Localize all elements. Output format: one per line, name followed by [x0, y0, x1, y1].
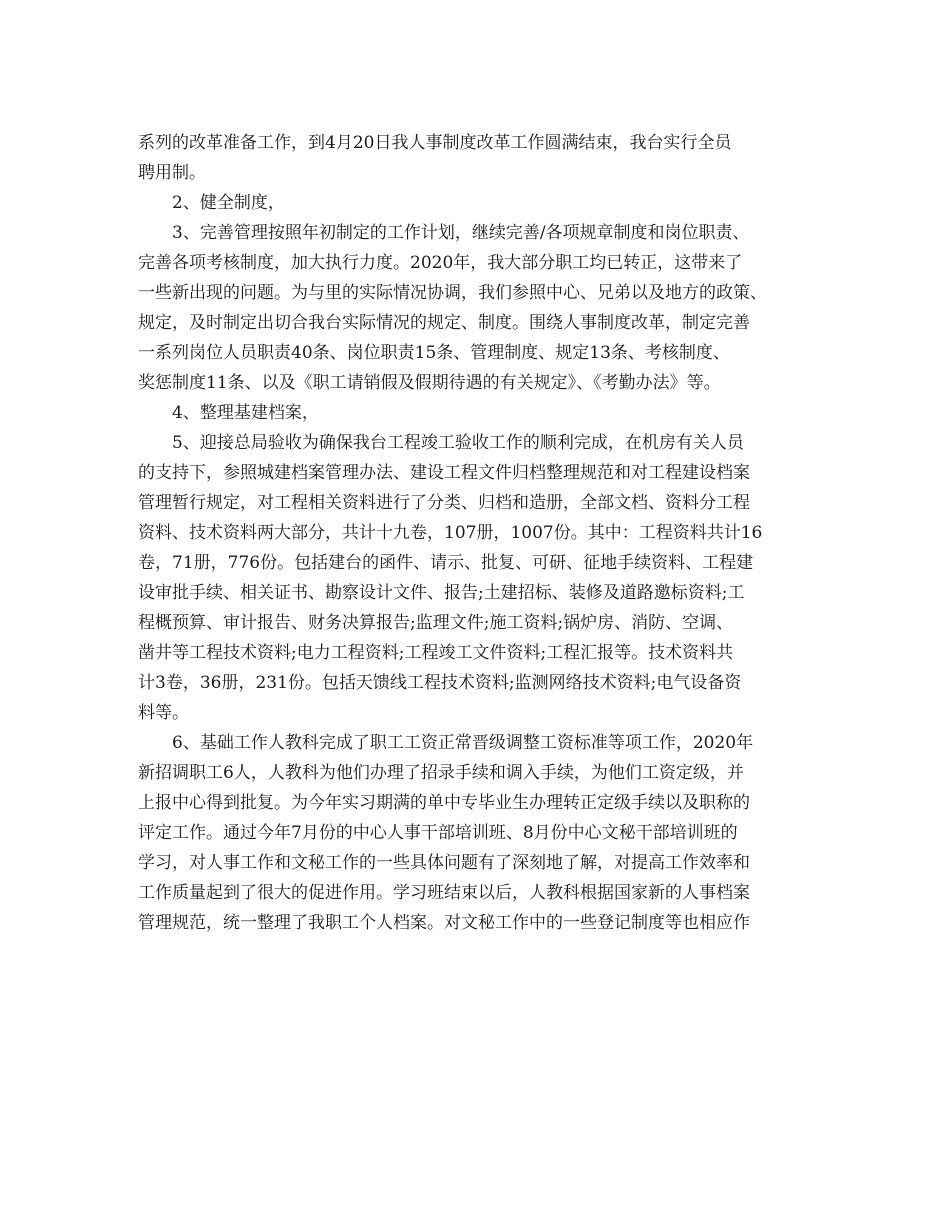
- text-line: 规定，及时制定出切合我台实际情况的规定、制度。围绕人事制度改革，制定完善: [138, 313, 750, 333]
- document-body: [138, 128, 818, 938]
- text-line: 2、健全制度，: [172, 193, 285, 213]
- text-line: 6、基础工作人教科完成了职工工资正常晋级调整工资标准等项工作，2020年: [172, 733, 754, 753]
- text-line: 一些新出现的问题。为与里的实际情况协调，我们参照中心、兄弟以及地方的政策、: [138, 283, 767, 303]
- text-line: 上报中心得到批复。为今年实习期满的单中专毕业生办理转正定级手续以及职称的: [138, 793, 750, 813]
- text-line: 卷，71册，776份。包括建台的函件、请示、批复、可研、征地手续资料、工程建: [138, 553, 754, 573]
- text-line: 设审批手续、相关证书、勘察设计文件、报告;土建招标、装修及道路邀标资料;工: [138, 583, 745, 603]
- text-line: 一系列岗位人员职责40条、岗位职责15条、管理制度、规定13条、考核制度、: [138, 343, 730, 363]
- text-line: 管理规范，统一整理了我职工个人档案。对文秘工作中的一些登记制度等也相应作: [138, 913, 750, 933]
- text-line: 计3卷，36册，231份。包括天馈线工程技术资料;监测网络技术资料;电气设备资: [138, 673, 742, 693]
- text-line: 凿井等工程技术资料;电力工程资料;工程竣工文件资料;工程汇报等。技术资料共: [138, 643, 734, 663]
- text-line: 3、完善管理按照年初制定的工作计划，继续完善/各项规章制度和岗位职责、: [172, 223, 750, 243]
- text-line: 奖惩制度11条、以及《职工请销假及假期待遇的有关规定》、《考勤办法》等。: [138, 373, 721, 393]
- text-line: 4、整理基建档案，: [172, 403, 319, 423]
- text-line: 工作质量起到了很大的促进作用。学习班结束以后，人教科根据国家新的人事档案: [138, 883, 750, 903]
- text-line: 料等。: [138, 703, 189, 723]
- text-line: 新招调职工6人，人教科为他们办理了招录手续和调入手续，为他们工资定级，并: [138, 763, 744, 783]
- text-line: 资料、技术资料两大部分，共计十九卷，107册，1007份。其中：工程资料共计16: [138, 523, 763, 543]
- text-line: 系列的改革准备工作，到4月20日我人事制度改革工作圆满结束，我台实行全员: [138, 133, 732, 153]
- text-line: 学习，对人事工作和文秘工作的一些具体问题有了深刻地了解，对提高工作效率和: [138, 853, 750, 873]
- text-line: 程概预算、审计报告、财务决算报告;监理文件;施工资料;锅炉房、消防、空调、: [138, 613, 734, 633]
- text-line: 完善各项考核制度，加大执行力度。2020年，我大部分职工均已转正，这带来了: [138, 253, 743, 273]
- text-line: 5、迎接总局验收为确保我台工程竣工验收工作的顺利完成，在机房有关人员: [172, 433, 744, 453]
- text-line: 的支持下，参照城建档案管理办法、建设工程文件归档整理规范和对工程建设档案: [138, 463, 750, 483]
- text-line: 聘用制。: [138, 163, 206, 183]
- text-line: 评定工作。通过今年7月份的中心人事干部培训班、8月份中心文秘干部培训班的: [138, 823, 738, 843]
- text-line: 管理暂行规定，对工程相关资料进行了分类、归档和造册，全部文档、资料分工程: [138, 493, 750, 513]
